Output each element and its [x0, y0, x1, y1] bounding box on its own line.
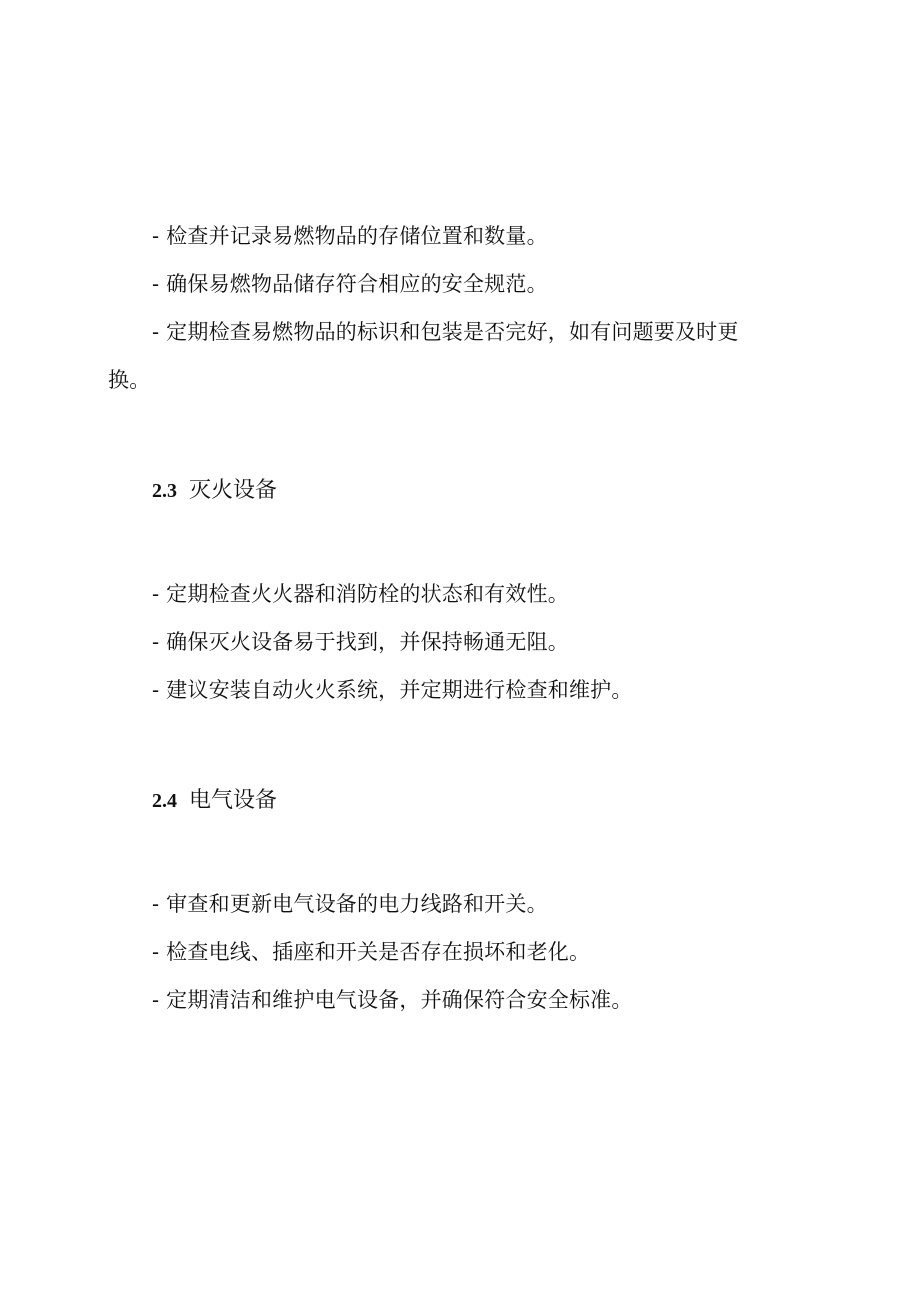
list-item: - 定期检查易燃物品的标识和包装是否完好，如有问题要及时更: [152, 320, 739, 344]
section-title: 灭火设备: [189, 478, 278, 503]
list-item: - 定期检查火火器和消防栓的状态和有效性。: [152, 582, 569, 606]
list-item: - 确保易燃物品储存符合相应的安全规范。: [152, 272, 548, 296]
list-item: - 建议安装自动火火系统，并定期进行检查和维护。: [152, 678, 633, 702]
section-heading-2-4: [152, 785, 277, 816]
section-number: 2.4: [152, 790, 177, 812]
list-item: - 审查和更新电气设备的电力线路和开关。: [152, 892, 548, 916]
list-item: - 检查并记录易燃物品的存储位置和数量。: [152, 224, 548, 248]
section-heading-2-3: [152, 475, 277, 506]
list-item: - 定期清洁和维护电气设备，并确保符合安全标准。: [152, 988, 633, 1012]
section-title: 电气设备: [189, 788, 278, 813]
list-item: - 检查电线、插座和开关是否存在损坏和老化。: [152, 940, 591, 964]
list-item: - 确保灭火设备易于找到，并保持畅通无阻。: [152, 630, 569, 654]
list-item-continuation: 换。: [108, 368, 151, 392]
section-number: 2.3: [152, 480, 177, 502]
